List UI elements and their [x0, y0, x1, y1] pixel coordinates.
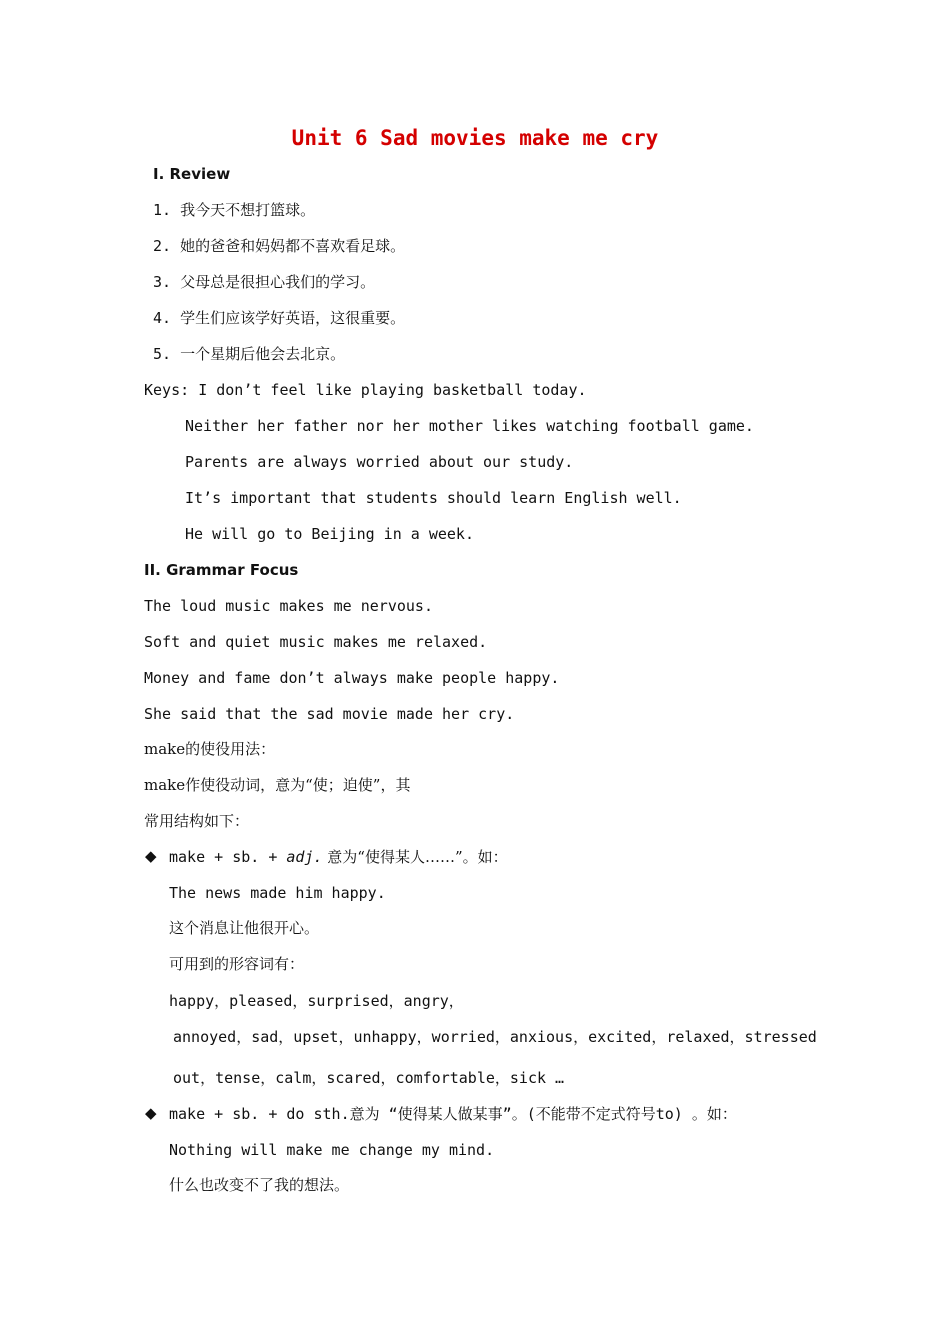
- usage-description: make作使役动词，意为“使；迫使”，其: [144, 776, 411, 794]
- review-item-number: 4.: [153, 309, 172, 327]
- review-item-5: [153, 344, 345, 364]
- document-title: Unit 6 Sad movies make me cry: [291, 126, 659, 150]
- diamond-bullet-icon: ◆: [145, 847, 157, 865]
- key-answer: Neither her father nor her mother likes watching football game.: [185, 417, 754, 435]
- keys-label: Keys:: [144, 381, 190, 399]
- key-answer: He will go to Beijing in a week.: [185, 525, 474, 543]
- grammar-example: Money and fame don’t always make people happy.: [144, 669, 560, 687]
- review-item-number: 2.: [153, 237, 172, 255]
- review-item-4: [153, 308, 405, 328]
- key-answer: It’s important that students should learn English well.: [185, 489, 682, 507]
- review-item-number: 3.: [153, 273, 172, 291]
- diamond-bullet-icon: ◆: [145, 1104, 157, 1122]
- usage-description-cont: 常用结构如下：: [144, 812, 250, 830]
- keys-line-1: [144, 380, 587, 400]
- structure-formula-do: make + sb. + do sth.意为 “使得某人做某事”。(不能带不定式符号to) 。如：: [169, 1105, 737, 1123]
- key-answer: Parents are always worried about our study.: [185, 453, 574, 471]
- adjective-list-line: out，tense，calm，scared，comfortable，sick …: [173, 1069, 565, 1087]
- review-item-text: 一个星期后他会去北京。: [180, 345, 346, 363]
- adjective-list-line: annoyed，sad，upset，unhappy，worried，anxious，excited，relaxed，stressed: [173, 1028, 817, 1046]
- formula-adj: adj.: [286, 848, 323, 866]
- review-item-3: [153, 272, 375, 292]
- adjective-list-line: happy，pleased，surprised，angry，: [169, 992, 464, 1010]
- adjective-intro: 可用到的形容词有：: [169, 955, 305, 973]
- formula-suffix: 意为“使得某人……”。如：: [322, 848, 508, 866]
- grammar-example: The loud music makes me nervous.: [144, 597, 433, 615]
- review-heading: I. Review: [153, 165, 231, 183]
- example-chinese: 什么也改变不了我的想法。: [169, 1176, 350, 1194]
- review-item-number: 5.: [153, 345, 172, 363]
- review-item-text: 学生们应该学好英语，这很重要。: [180, 309, 406, 327]
- grammar-example: Soft and quiet music makes me relaxed.: [144, 633, 488, 651]
- grammar-example: She said that the sad movie made her cry.: [144, 705, 515, 723]
- review-item-1: [153, 200, 315, 220]
- review-item-text: 她的爸爸和妈妈都不喜欢看足球。: [180, 237, 406, 255]
- review-item-number: 1.: [153, 201, 172, 219]
- formula-prefix: make + sb. +: [169, 848, 287, 866]
- structure-formula-adj: [169, 847, 508, 867]
- usage-title: make的使役用法：: [144, 740, 276, 758]
- review-item-2: [153, 236, 405, 256]
- grammar-heading: II. Grammar Focus: [144, 561, 299, 579]
- example-chinese: 这个消息让他很开心。: [169, 919, 320, 937]
- key-answer: I don’t feel like playing basketball today.: [198, 381, 587, 399]
- review-item-text: 父母总是很担心我们的学习。: [180, 273, 376, 291]
- example-english: Nothing will make me change my mind.: [169, 1141, 495, 1159]
- review-item-text: 我今天不想打篮球。: [180, 201, 316, 219]
- example-english: The news made him happy.: [169, 884, 386, 902]
